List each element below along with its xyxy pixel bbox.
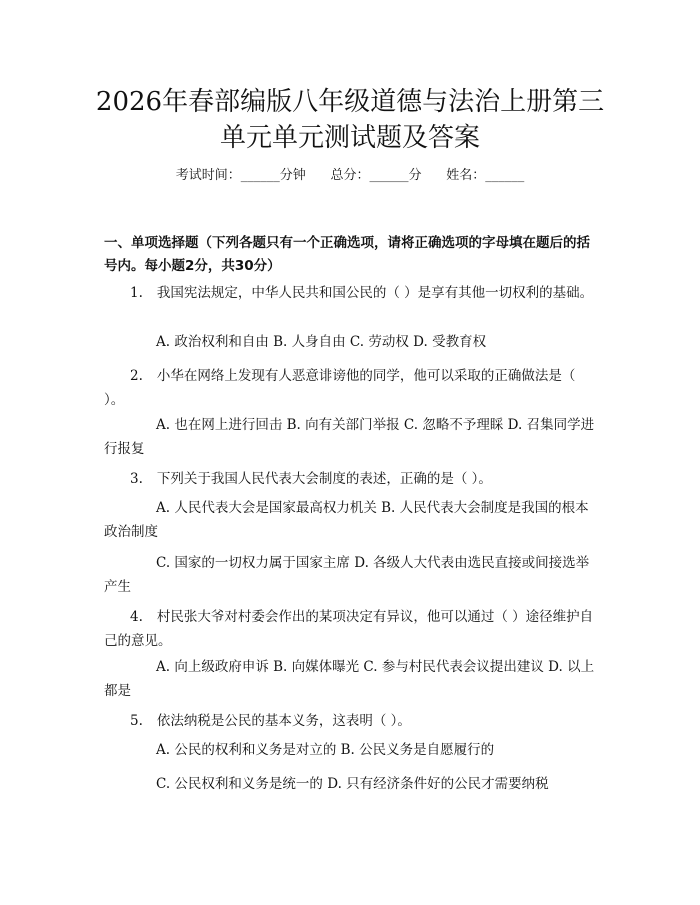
question-1 — [104, 281, 596, 305]
question-3-option-line-2: C. 国家的一切权力属于国家主席 D. 各级人大代表由选民直接或间接选举产生 — [104, 555, 590, 595]
question-3-option-line-1: A. 人民代表大会是国家最高权力机关 B. 人民代表大会制度是我国的根本政治制度 — [104, 500, 589, 540]
question-number: 4. — [130, 609, 143, 625]
question-text: 下列关于我国人民代表大会制度的表述，正确的是（ ）。 — [156, 471, 492, 487]
question-text: 村民张大爷对村委会作出的某项决定有异议，他可以通过（ ）途径维护自己的意见。 — [104, 609, 594, 649]
question-5-option-line-2: C. 公民权利和义务是统一的 D. 只有经济条件好的公民才需要纳税 — [156, 776, 549, 792]
question-number: 3. — [130, 471, 143, 487]
document-title-line-2: 单元单元测试题及答案 — [219, 123, 480, 153]
question-number: 1. — [130, 285, 143, 301]
question-number: 2. — [130, 368, 143, 384]
question-5-option-line-1: A. 公民的权利和义务是对立的 B. 公民义务是自愿履行的 — [156, 742, 495, 758]
question-2-options: A. 也在网上进行回击 B. 向有关部门举报 C. 忽略不予理睬 D. 召集同学进行报复 — [104, 417, 595, 457]
section-heading: 一、单项选择题（下列各题只有一个正确选项，请将正确选项的字母填在题后的括号内。每小题2分，共30分） — [104, 235, 590, 274]
exam-meta-info: 考试时间：______分钟 总分：______分 姓名：______ — [175, 168, 525, 183]
question-3 — [104, 467, 596, 491]
question-number: 5. — [130, 713, 143, 729]
question-4-options: A. 向上级政府申诉 B. 向媒体曝光 C. 参与村民代表会议提出建议 D. 以上都是 — [104, 659, 595, 699]
question-text: 我国宪法规定，中华人民共和国公民的（ ）是享有其他一切权利的基础。 — [156, 285, 594, 301]
question-text: 依法纳税是公民的基本义务，这表明（ ）。 — [156, 713, 411, 729]
document-title-line-1: 2026年春部编版八年级道德与法治上册第三 — [95, 87, 605, 117]
question-1-options: A. 政治权利和自由 B. 人身自由 C. 劳动权 D. 受教育权 — [156, 334, 487, 350]
question-2 — [104, 364, 596, 412]
question-4 — [104, 605, 596, 653]
question-5 — [104, 709, 596, 733]
question-text: 小华在网络上发现有人恶意诽谤他的同学，他可以采取的正确做法是（ ）。 — [104, 368, 576, 408]
